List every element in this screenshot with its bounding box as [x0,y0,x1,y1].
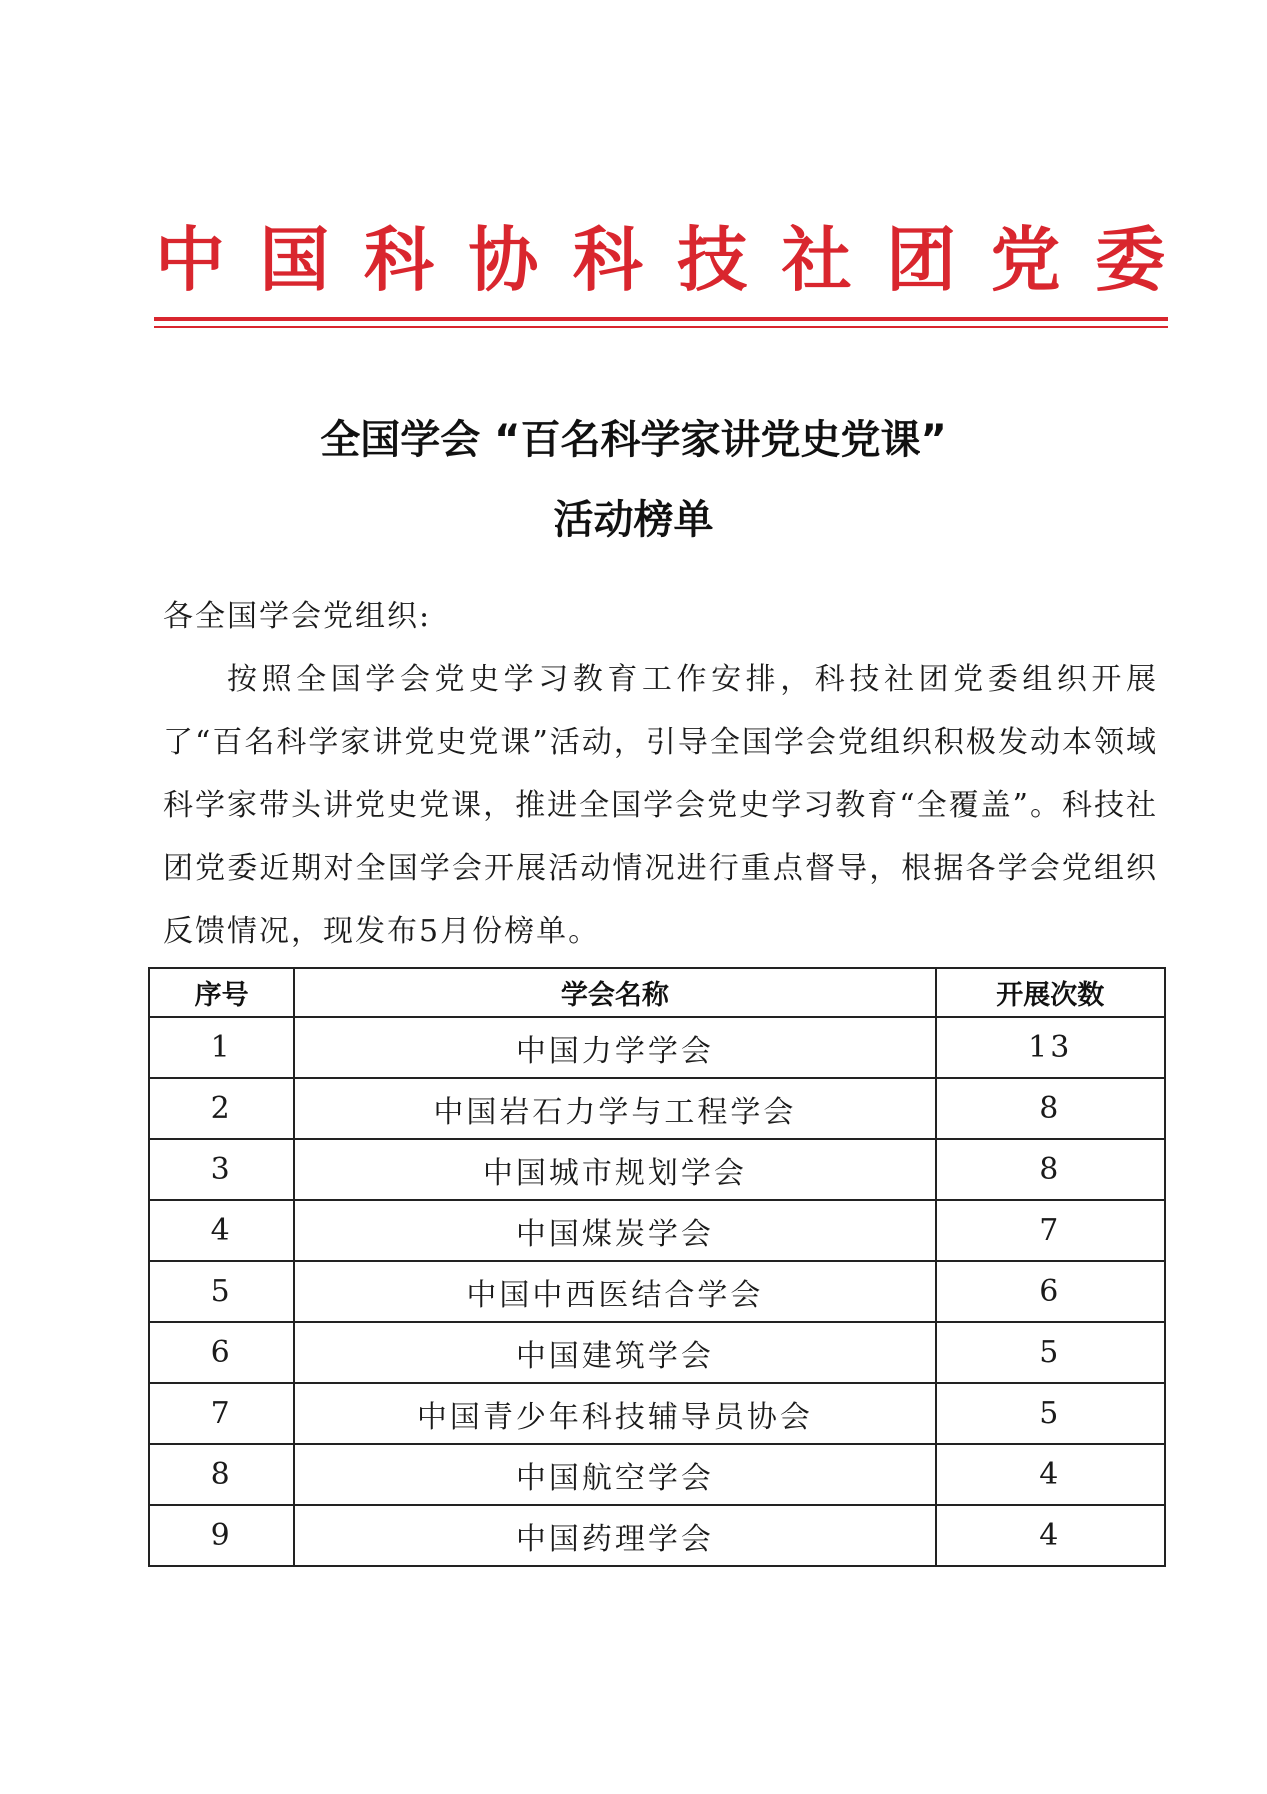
cell-count: 4 [936,1505,1165,1566]
header-name: 学会名称 [294,968,935,1017]
cell-no: 4 [149,1200,294,1261]
cell-count: 13 [936,1017,1165,1078]
table-row [149,1078,1165,1139]
letterhead-char: 委 [1094,219,1165,301]
cell-name: 中国煤炭学会 [294,1200,935,1261]
document-body [163,585,1158,963]
cell-count: 5 [936,1322,1165,1383]
table-row [149,1261,1165,1322]
letterhead-char: 党 [990,219,1061,301]
cell-name: 中国航空学会 [294,1444,935,1505]
cell-count: 8 [936,1078,1165,1139]
cell-count: 4 [936,1444,1165,1505]
cell-name: 中国青少年科技辅导员协会 [294,1383,935,1444]
letterhead-char: 科 [572,219,643,301]
cell-no: 3 [149,1139,294,1200]
cell-no: 2 [149,1078,294,1139]
cell-count: 5 [936,1383,1165,1444]
cell-no: 1 [149,1017,294,1078]
cell-no: 7 [149,1383,294,1444]
cell-name: 中国中西医结合学会 [294,1261,935,1322]
document-title-line1: 全国学会 “百名科学家讲党史党课” [320,417,947,463]
cell-count: 6 [936,1261,1165,1322]
letterhead-char: 科 [363,219,434,301]
letterhead-char: 技 [677,219,748,301]
letterhead-char: 社 [781,219,852,301]
table-row [149,1200,1165,1261]
cell-count: 7 [936,1200,1165,1261]
table-row [149,1017,1165,1078]
cell-no: 6 [149,1322,294,1383]
cell-name: 中国药理学会 [294,1505,935,1566]
table-row [149,1444,1165,1505]
cell-name: 中国城市规划学会 [294,1139,935,1200]
table-row [149,1322,1165,1383]
body-paragraph: 按照全国学会党史学习教育工作安排，科技社团党委组织开展了“百名科学家讲党史党课”活动，引导全国学会党组织积极发动本领域科学家带头讲党史党课，推进全国学会党史学习教育“全覆盖”。科技社团党委近期对全国学会开展活动情况进行重点督导，根据各学会党组织反馈情况，现发布5月份榜单。 [163,662,1158,949]
table-header-row [149,968,1165,1017]
cell-name: 中国力学学会 [294,1017,935,1078]
table-row [149,1383,1165,1444]
letterhead-char: 团 [886,219,957,301]
letterhead-char: 国 [259,219,330,301]
table-row [149,1139,1165,1200]
table-row [149,1505,1165,1566]
header-no: 序号 [149,968,294,1017]
cell-no: 5 [149,1261,294,1322]
cell-count: 8 [936,1139,1165,1200]
cell-no: 9 [149,1505,294,1566]
letterhead-char: 协 [468,219,539,301]
cell-no: 8 [149,1444,294,1505]
document-title-line2: 活动榜单 [553,497,714,543]
letterhead-rule-thick [154,317,1168,321]
ranking-table-container [148,967,1166,1567]
ranking-table [148,967,1166,1567]
letterhead-rule-thin [154,326,1168,328]
letterhead-char: 中 [155,219,225,301]
header-count: 开展次数 [936,968,1165,1017]
letterhead [155,219,1165,301]
cell-name: 中国建筑学会 [294,1322,935,1383]
salutation: 各全国学会党组织: [163,599,432,634]
cell-name: 中国岩石力学与工程学会 [294,1078,935,1139]
